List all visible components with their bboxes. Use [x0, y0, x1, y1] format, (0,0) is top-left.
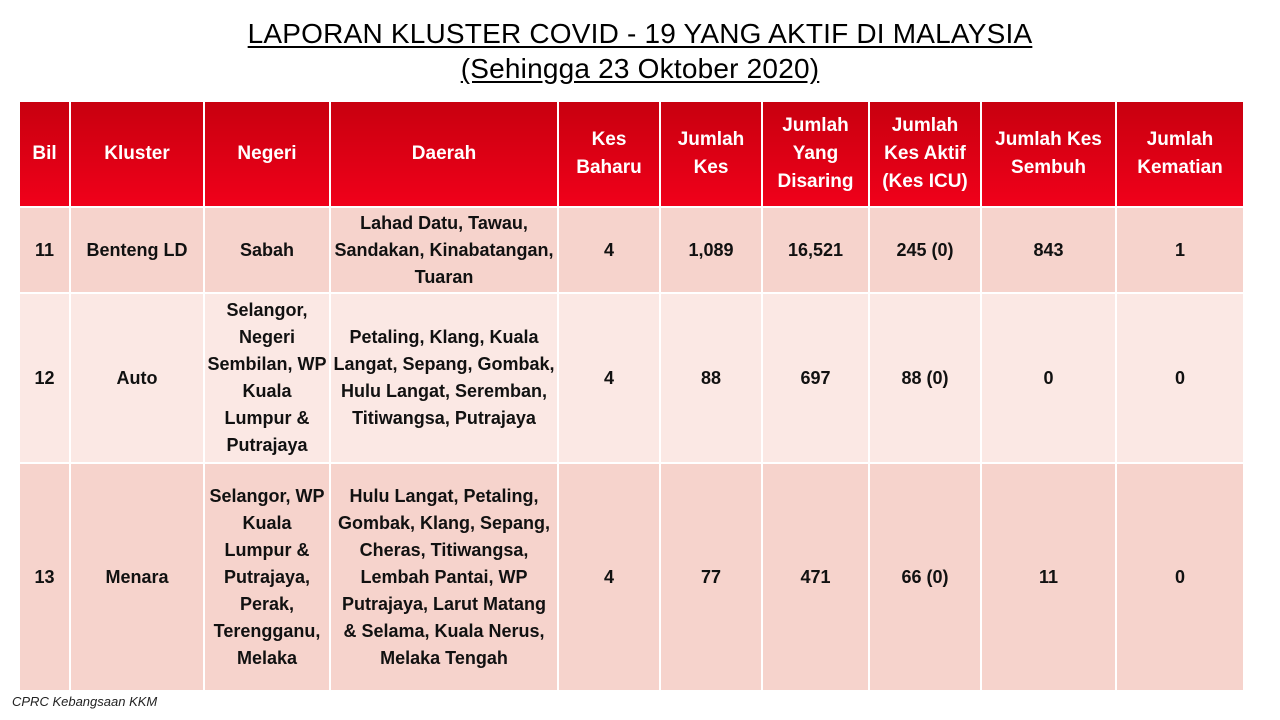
cell-kluster: Menara	[70, 463, 204, 691]
cell-jumlah-kes: 77	[660, 463, 762, 691]
cell-kes-aktif: 245 (0)	[869, 207, 981, 293]
cell-negeri: Selangor, Negeri Sembilan, WP Kuala Lumpur & Putrajaya	[204, 293, 330, 463]
cell-jumlah-kes: 1,089	[660, 207, 762, 293]
cell-kes-aktif: 88 (0)	[869, 293, 981, 463]
cell-daerah: Petaling, Klang, Kuala Langat, Sepang, Gombak, Hulu Langat, Seremban, Titiwangsa, Putrajaya	[330, 293, 558, 463]
cell-kematian: 1	[1116, 207, 1244, 293]
header-negeri: Negeri	[204, 101, 330, 207]
report-title: LAPORAN KLUSTER COVID - 19 YANG AKTIF DI MALAYSIA	[247, 18, 1033, 49]
cell-bil: 12	[19, 293, 70, 463]
cell-bil: 13	[19, 463, 70, 691]
cell-jumlah-disaring: 471	[762, 463, 869, 691]
cell-bil: 11	[19, 207, 70, 293]
cell-kes-sembuh: 0	[981, 293, 1116, 463]
header-bil: Bil	[19, 101, 70, 207]
source-footer: CPRC Kebangsaan KKM	[12, 694, 158, 709]
header-daerah: Daerah	[330, 101, 558, 207]
cell-kes-aktif: 66 (0)	[869, 463, 981, 691]
report-date: (Sehingga 23 Oktober 2020)	[460, 53, 820, 84]
cell-kluster: Auto	[70, 293, 204, 463]
cell-daerah: Lahad Datu, Tawau, Sandakan, Kinabatangan, Tuaran	[330, 207, 558, 293]
header-kematian: Jumlah Kematian	[1116, 101, 1244, 207]
cell-kes-baharu: 4	[558, 463, 660, 691]
cell-jumlah-disaring: 16,521	[762, 207, 869, 293]
cell-negeri: Selangor, WP Kuala Lumpur & Putrajaya, Perak, Terengganu, Melaka	[204, 463, 330, 691]
table-row	[19, 463, 1244, 691]
cell-kematian: 0	[1116, 293, 1244, 463]
cell-kes-sembuh: 843	[981, 207, 1116, 293]
table-row	[19, 207, 1244, 293]
cell-kes-sembuh: 11	[981, 463, 1116, 691]
cell-daerah: Hulu Langat, Petaling, Gombak, Klang, Sepang, Cheras, Titiwangsa, Lembah Pantai, WP Putrajaya, Larut Matang & Selama, Kuala Nerus, Melaka Tengah	[330, 463, 558, 691]
cell-kes-baharu: 4	[558, 207, 660, 293]
header-kes-sembuh: Jumlah Kes Sembuh	[981, 101, 1116, 207]
cell-jumlah-disaring: 697	[762, 293, 869, 463]
header-kes-aktif: Jumlah Kes Aktif (Kes ICU)	[869, 101, 981, 207]
table-header-row	[19, 101, 1244, 207]
header-jumlah-disaring: Jumlah Yang Disaring	[762, 101, 869, 207]
cell-kluster: Benteng LD	[70, 207, 204, 293]
table-row	[19, 293, 1244, 463]
header-jumlah-kes: Jumlah Kes	[660, 101, 762, 207]
cell-kes-baharu: 4	[558, 293, 660, 463]
header-kes-baharu: Kes Baharu	[558, 101, 660, 207]
cell-kematian: 0	[1116, 463, 1244, 691]
cluster-table	[18, 100, 1245, 692]
header-kluster: Kluster	[70, 101, 204, 207]
cell-negeri: Sabah	[204, 207, 330, 293]
cell-jumlah-kes: 88	[660, 293, 762, 463]
